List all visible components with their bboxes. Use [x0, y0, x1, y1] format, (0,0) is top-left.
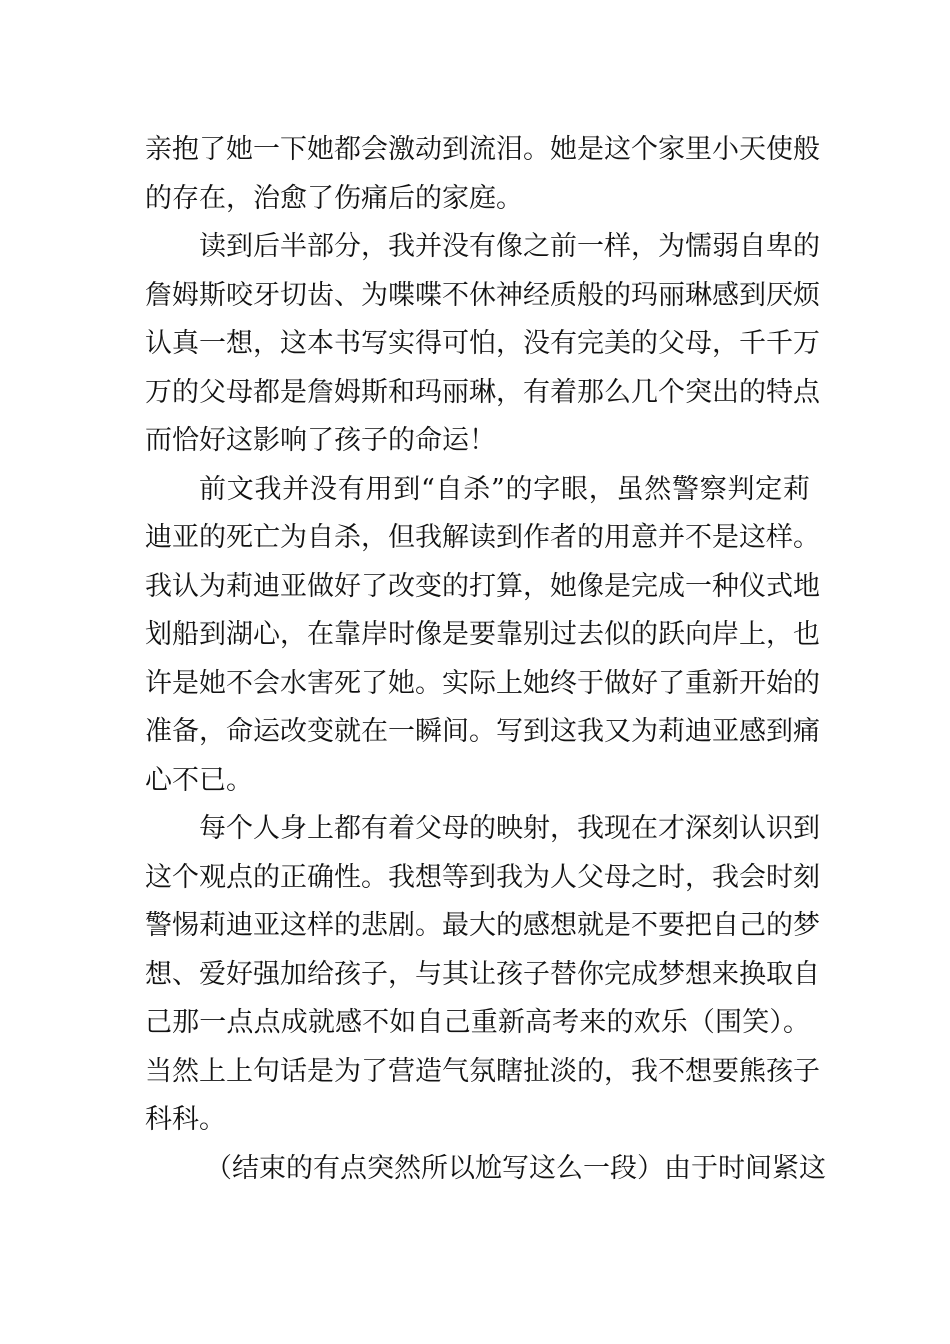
text-line: 这个观点的正确性。我想等到我为人父母之时，我会时刻	[145, 861, 820, 893]
text-line: 的存在，治愈了伤痛后的家庭。	[145, 182, 523, 214]
text-line: 读到后半部分，我并没有像之前一样，为懦弱自卑的	[199, 231, 820, 262]
text-line: 想、爱好强加给孩子，与其让孩子替你完成梦想来换取自	[145, 958, 820, 990]
text-line: 划船到湖心，在靠岸时像是要靠别过去似的跃向岸上，也	[145, 619, 820, 650]
text-line: 万的父母都是詹姆斯和玛丽琳，有着那么几个突出的特点	[145, 376, 820, 408]
document-body-text	[145, 126, 826, 1193]
text-line: 许是她不会水害死了她。实际上她终于做好了重新开始的	[145, 667, 820, 699]
text-line: 迪亚的死亡为自杀，但我解读到作者的用意并不是这样。	[145, 522, 820, 553]
text-line: 当然上上句话是为了营造气氛瞎扯淡的，我不想要熊孩子	[145, 1055, 820, 1087]
text-line: 认真一想，这本书写实得可怕，没有完美的父母，千千万	[145, 328, 820, 359]
text-line: 科科。	[145, 1104, 226, 1135]
text-line: 詹姆斯咬牙切齿、为喋喋不休神经质般的玛丽琳感到厌烦	[145, 279, 820, 311]
text-line: 而恰好这影响了孩子的命运！	[145, 425, 496, 456]
text-line: 亲抱了她一下她都会激动到流泪。她是这个家里小天使般	[145, 134, 820, 165]
text-line: 前文我并没有用到“自杀”的字眼，虽然警察判定莉	[199, 473, 810, 505]
text-line: 每个人身上都有着父母的映射，我现在才深刻认识到	[199, 813, 820, 844]
text-line: （结束的有点突然所以尬写这么一段）由于时间紧这	[205, 1152, 826, 1184]
text-line: 警惕莉迪亚这样的悲剧。最大的感想就是不要把自己的梦	[145, 910, 820, 941]
text-line: 心不已。	[145, 764, 253, 796]
text-line: 我认为莉迪亚做好了改变的打算，她像是完成一种仪式地	[145, 570, 820, 602]
text-line: 己那一点点成就感不如自己重新高考来的欢乐（围笑）。	[145, 1007, 810, 1038]
text-line: 准备，命运改变就在一瞬间。写到这我又为莉迪亚感到痛	[145, 716, 820, 747]
